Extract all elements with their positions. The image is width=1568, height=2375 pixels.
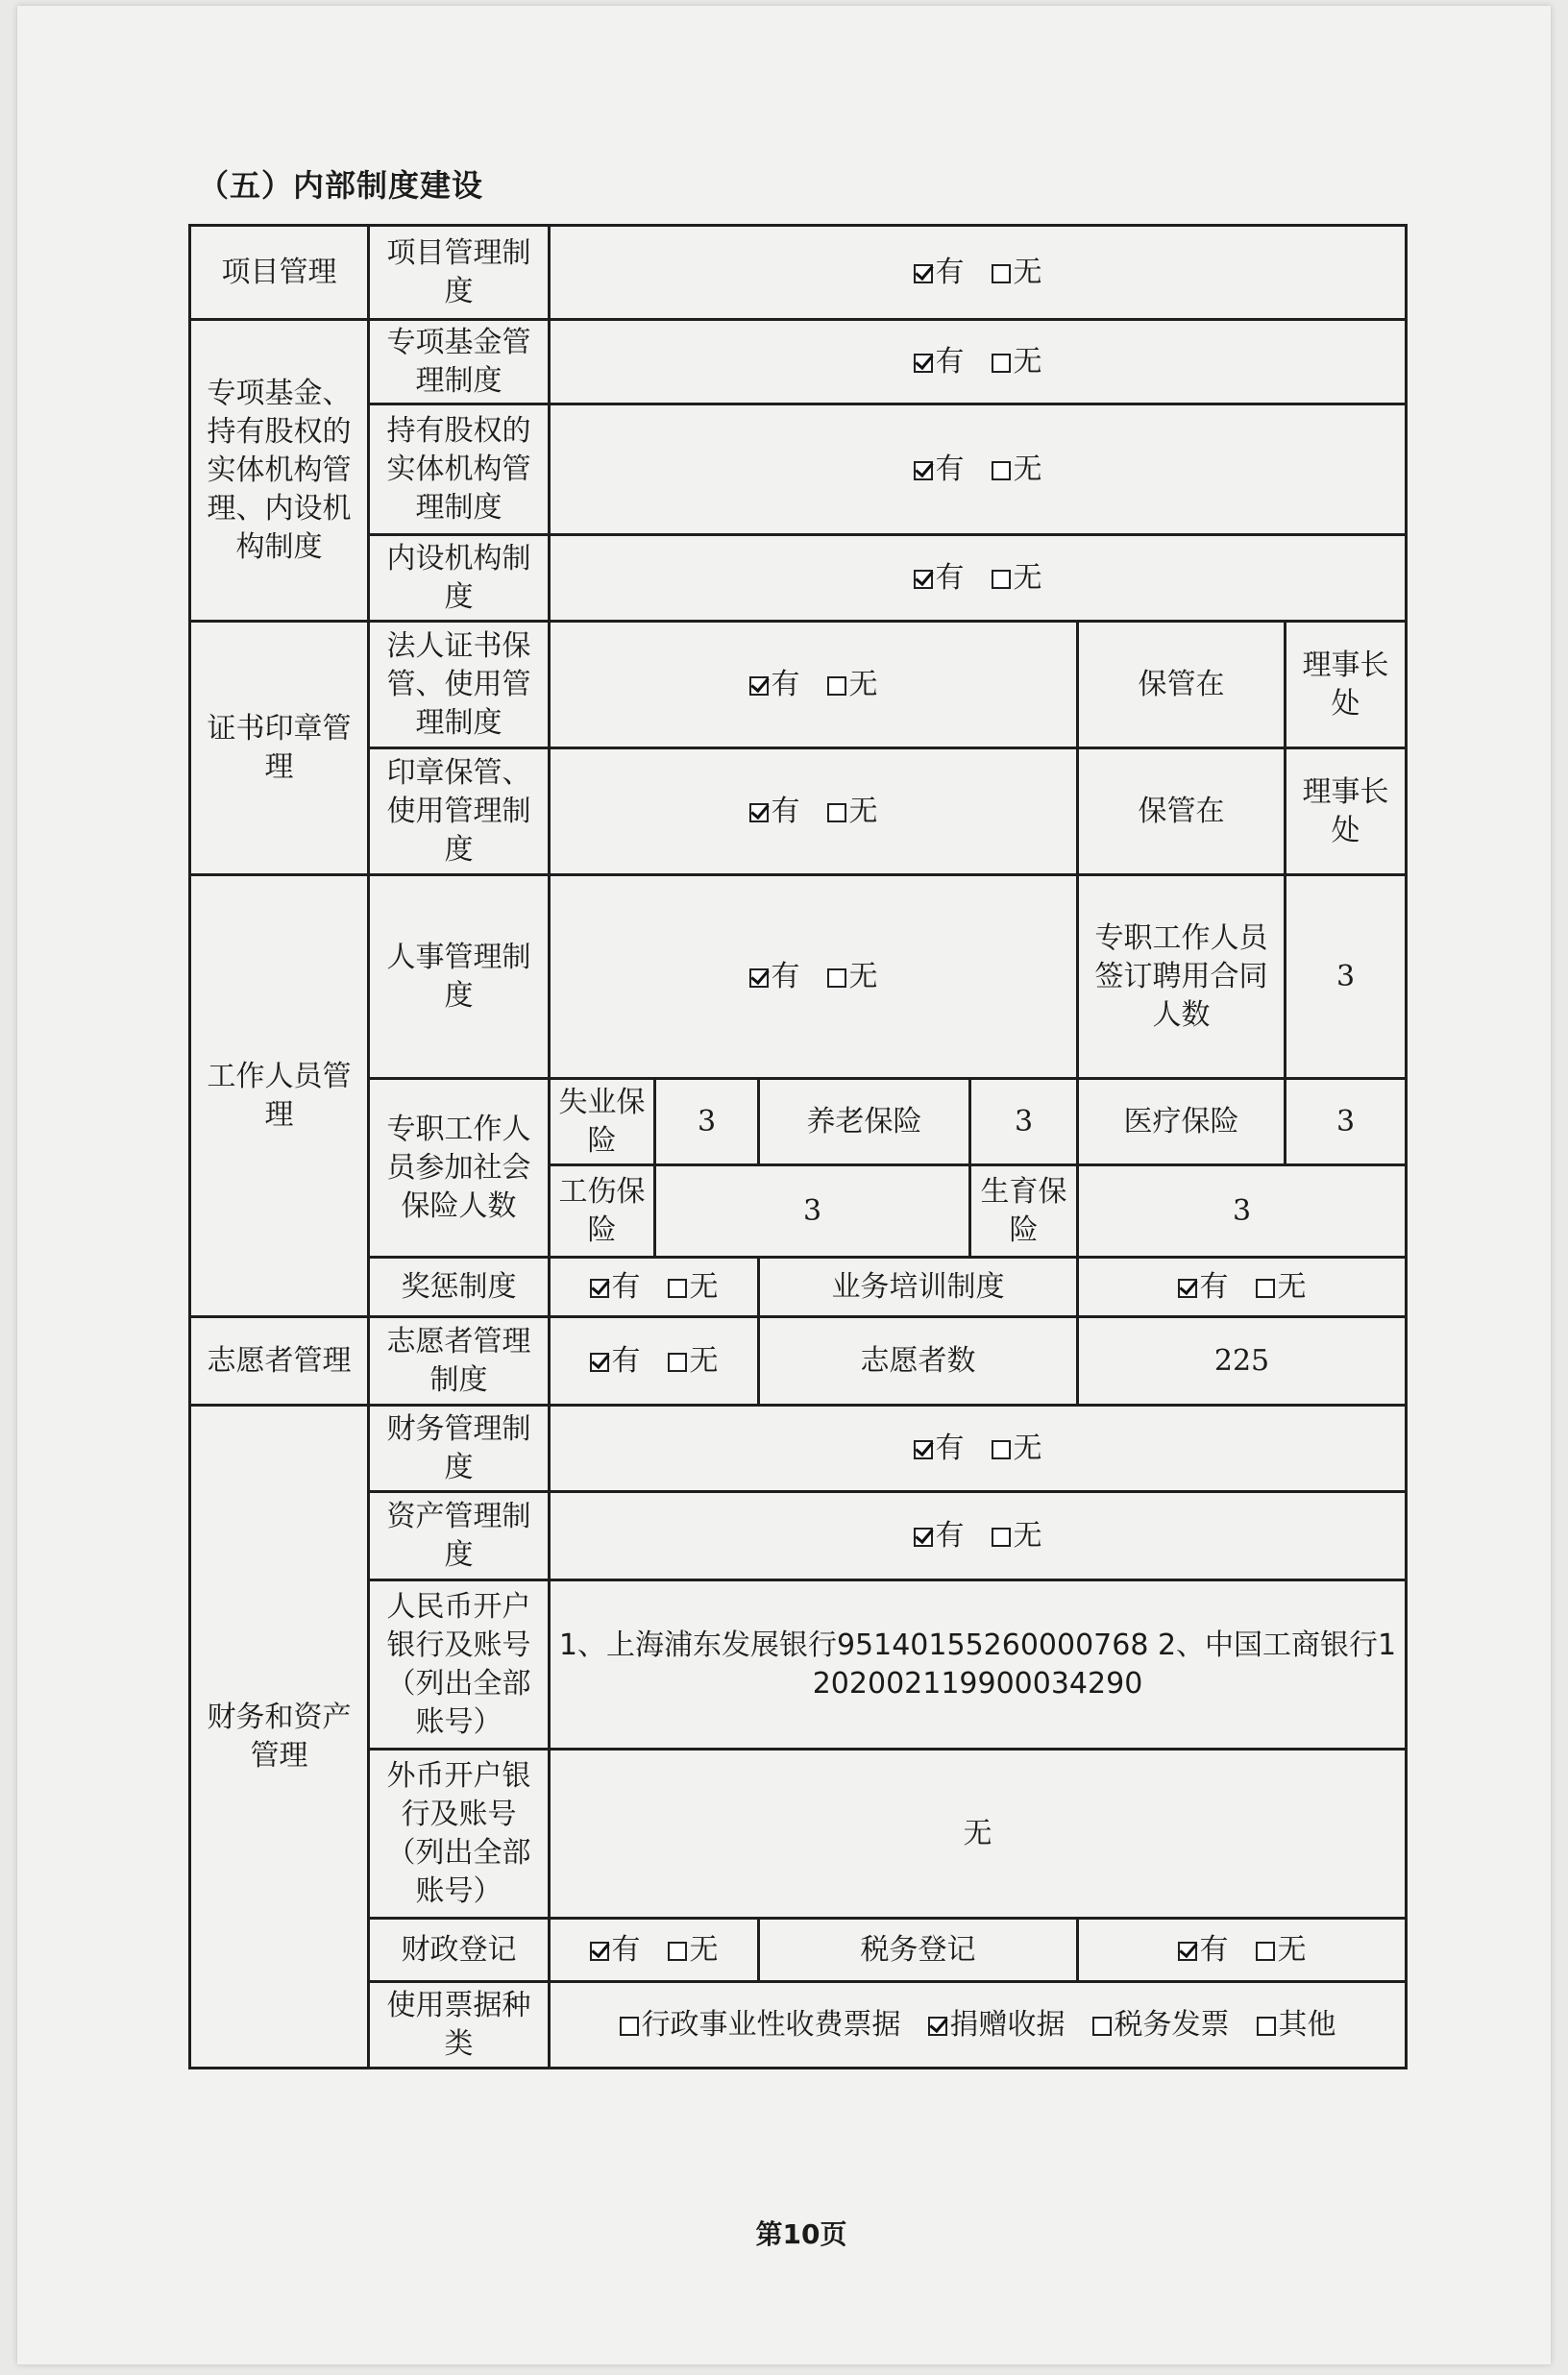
yn-fiscal	[550, 1919, 759, 1982]
label-unemployment: 失业保险	[550, 1079, 655, 1165]
value-rmb-accounts	[550, 1580, 1407, 1750]
label-keep-at: 保管在	[1078, 622, 1286, 748]
row-insurance-1	[190, 1079, 1407, 1165]
yn-project-policy	[550, 226, 1407, 320]
checkbox-empty-icon[interactable]	[1256, 1279, 1275, 1298]
label-hr-policy: 人事管理制度	[369, 875, 550, 1079]
yn-tax	[1078, 1919, 1407, 1982]
option-no[interactable]: 无	[668, 1342, 719, 1381]
group-special: 专项基金、持有股权的实体机构管理、内设机构制度	[190, 320, 369, 622]
checkbox-empty-icon[interactable]	[1092, 2017, 1112, 2036]
label-volunteer-count: 志愿者数	[759, 1317, 1078, 1406]
value-medical: 3	[1286, 1079, 1407, 1165]
label-internal-org: 内设机构制度	[369, 535, 550, 622]
label-special-fund: 专项基金管理制度	[369, 320, 550, 404]
checkbox-empty-icon[interactable]	[1256, 1942, 1275, 1961]
yn-volunteer-policy	[550, 1317, 759, 1406]
receipt-option-donation[interactable]: 捐赠收据	[928, 2006, 1066, 2044]
label-insurance: 专职工作人员参加社会保险人数	[369, 1079, 550, 1258]
label-medical: 医疗保险	[1078, 1079, 1286, 1165]
value-maternity: 3	[1078, 1165, 1407, 1258]
label-pension: 养老保险	[759, 1079, 970, 1165]
checkbox-empty-icon[interactable]	[992, 264, 1011, 283]
checkbox-empty-icon[interactable]	[992, 1440, 1011, 1459]
yn-equity-entity	[550, 404, 1407, 535]
value-volunteer-count: 225	[1078, 1317, 1407, 1406]
value-seal-location: 理事长处	[1286, 748, 1407, 875]
rmb-accounts-line1: 1、上海浦东发展银行95140155260000768 2、中国工商银行1	[558, 1628, 1397, 1662]
label-reward: 奖惩制度	[369, 1258, 550, 1317]
label-contract-count: 专职工作人员签订聘用合同人数	[1078, 875, 1286, 1079]
option-yes[interactable]: 有	[914, 1517, 965, 1555]
label-volunteer-policy: 志愿者管理制度	[369, 1317, 550, 1406]
value-cert-location: 理事长处	[1286, 622, 1407, 748]
label-fx-accounts: 外币开户银行及账号（列出全部账号）	[369, 1750, 550, 1919]
yn-seal-policy	[550, 748, 1078, 875]
option-no[interactable]: 无	[992, 343, 1042, 381]
value-unemployment: 3	[655, 1079, 759, 1165]
label-tax: 税务登记	[759, 1919, 1078, 1982]
option-yes[interactable]: 有	[914, 254, 965, 292]
checkbox-empty-icon[interactable]	[1257, 2017, 1276, 2036]
checkbox-checked-icon[interactable]	[749, 676, 769, 696]
page-number: 第10页	[755, 2218, 847, 2250]
yn-asset-policy	[550, 1492, 1407, 1580]
option-no[interactable]: 无	[992, 1517, 1042, 1555]
label-training: 业务培训制度	[759, 1258, 1078, 1317]
row-internal-org	[190, 535, 1407, 622]
label-fiscal: 财政登记	[369, 1919, 550, 1982]
checkbox-checked-icon[interactable]	[914, 1440, 933, 1459]
label-seal-policy: 印章保管、使用管理制度	[369, 748, 550, 875]
yn-reward	[550, 1258, 759, 1317]
option-yes[interactable]: 有	[749, 793, 800, 831]
row-cert-policy	[190, 622, 1407, 748]
document-page	[17, 6, 1551, 2364]
option-no[interactable]: 无	[668, 1268, 719, 1307]
row-seal-policy	[190, 748, 1407, 875]
value-contract-count: 3	[1286, 875, 1407, 1079]
row-special-fund	[190, 320, 1407, 404]
option-yes[interactable]: 有	[914, 559, 965, 598]
checkbox-checked-icon[interactable]	[914, 354, 933, 373]
row-rmb-accounts	[190, 1580, 1407, 1750]
yn-cert-policy	[550, 622, 1078, 748]
checkbox-checked-icon[interactable]	[1178, 1942, 1197, 1961]
row-fx-accounts	[190, 1750, 1407, 1919]
group-certs: 证书印章管理	[190, 622, 369, 875]
checkbox-checked-icon[interactable]	[749, 968, 769, 988]
checkbox-checked-icon[interactable]	[1178, 1279, 1197, 1298]
row-receipt-types	[190, 1982, 1407, 2069]
receipt-option-other[interactable]: 其他	[1257, 2006, 1336, 2044]
yn-hr-policy	[550, 875, 1078, 1079]
option-yes[interactable]: 有	[914, 1430, 965, 1468]
checkbox-checked-icon[interactable]	[590, 1279, 609, 1298]
checkbox-checked-icon[interactable]	[914, 264, 933, 283]
checkbox-empty-icon[interactable]	[668, 1942, 687, 1961]
option-yes[interactable]: 有	[1178, 1931, 1229, 1970]
row-hr-policy	[190, 875, 1407, 1079]
option-no[interactable]: 无	[992, 559, 1042, 598]
label-finance-policy: 财务管理制度	[369, 1406, 550, 1492]
label-equity-entity: 持有股权的实体机构管理制度	[369, 404, 550, 535]
group-project: 项目管理	[190, 226, 369, 320]
option-no[interactable]: 无	[1256, 1268, 1307, 1307]
checkbox-empty-icon[interactable]	[668, 1353, 687, 1372]
row-equity-entity	[190, 404, 1407, 535]
row-asset-policy	[190, 1492, 1407, 1580]
checkbox-empty-icon[interactable]	[992, 570, 1011, 589]
checkbox-empty-icon[interactable]	[992, 1528, 1011, 1547]
option-no[interactable]: 无	[827, 793, 878, 831]
option-yes[interactable]: 有	[914, 343, 965, 381]
label-asset-policy: 资产管理制度	[369, 1492, 550, 1580]
group-staff: 工作人员管理	[190, 875, 369, 1317]
option-no[interactable]: 无	[992, 1430, 1042, 1468]
internal-system-table	[188, 224, 1408, 2069]
checkbox-empty-icon[interactable]	[827, 968, 846, 988]
option-no[interactable]: 无	[827, 958, 878, 996]
checkbox-checked-icon[interactable]	[914, 461, 933, 480]
option-yes[interactable]: 有	[1178, 1268, 1229, 1307]
yn-internal-org	[550, 535, 1407, 622]
option-no[interactable]: 无	[992, 254, 1042, 292]
yn-training	[1078, 1258, 1407, 1317]
checkbox-checked-icon[interactable]	[590, 1353, 609, 1372]
section-title: （五）内部制度建设	[198, 167, 484, 204]
checkbox-checked-icon[interactable]	[914, 1528, 933, 1547]
option-yes[interactable]: 有	[590, 1268, 641, 1307]
checkbox-empty-icon[interactable]	[992, 354, 1011, 373]
label-cert-policy: 法人证书保管、使用管理制度	[369, 622, 550, 748]
label-receipt-types: 使用票据种类	[369, 1982, 550, 2069]
option-no[interactable]: 无	[1256, 1931, 1307, 1970]
checkbox-checked-icon[interactable]	[928, 2017, 947, 2036]
value-pension: 3	[970, 1079, 1078, 1165]
row-registration	[190, 1919, 1407, 1982]
option-yes[interactable]: 有	[914, 451, 965, 489]
label-project-policy: 项目管理制度	[369, 226, 550, 320]
option-yes[interactable]: 有	[590, 1342, 641, 1381]
option-yes[interactable]: 有	[749, 958, 800, 996]
row-volunteer	[190, 1317, 1407, 1406]
label-rmb-accounts: 人民币开户银行及账号（列出全部账号）	[369, 1580, 550, 1750]
checkbox-empty-icon[interactable]	[668, 1279, 687, 1298]
row-finance-policy	[190, 1406, 1407, 1492]
yn-special-fund	[550, 320, 1407, 404]
checkbox-empty-icon[interactable]	[992, 461, 1011, 480]
group-volunteer: 志愿者管理	[190, 1317, 369, 1406]
options-receipt-types	[550, 1982, 1407, 2069]
option-yes[interactable]: 有	[749, 666, 800, 704]
receipt-option-admin-fee[interactable]: 行政事业性收费票据	[620, 2006, 901, 2044]
label-maternity: 生育保险	[970, 1165, 1078, 1258]
checkbox-checked-icon[interactable]	[749, 803, 769, 822]
label-keep-at: 保管在	[1078, 748, 1286, 875]
checkbox-empty-icon[interactable]	[827, 803, 846, 822]
checkbox-empty-icon[interactable]	[827, 676, 846, 696]
label-injury: 工伤保险	[550, 1165, 655, 1258]
group-finance: 财务和资产管理	[190, 1406, 369, 2069]
row-reward-training	[190, 1258, 1407, 1317]
checkbox-checked-icon[interactable]	[914, 570, 933, 589]
value-injury: 3	[655, 1165, 970, 1258]
option-no[interactable]: 无	[992, 451, 1042, 489]
rmb-accounts-line2: 202002119900034290	[812, 1666, 1143, 1701]
row-project-policy	[190, 226, 1407, 320]
checkbox-empty-icon[interactable]	[620, 2017, 639, 2036]
option-yes[interactable]: 有	[590, 1931, 641, 1970]
checkbox-checked-icon[interactable]	[590, 1942, 609, 1961]
value-fx-accounts: 无	[550, 1750, 1407, 1919]
option-no[interactable]: 无	[668, 1931, 719, 1970]
yn-finance-policy	[550, 1406, 1407, 1492]
option-no[interactable]: 无	[827, 666, 878, 704]
receipt-option-tax-invoice[interactable]: 税务发票	[1092, 2006, 1230, 2044]
